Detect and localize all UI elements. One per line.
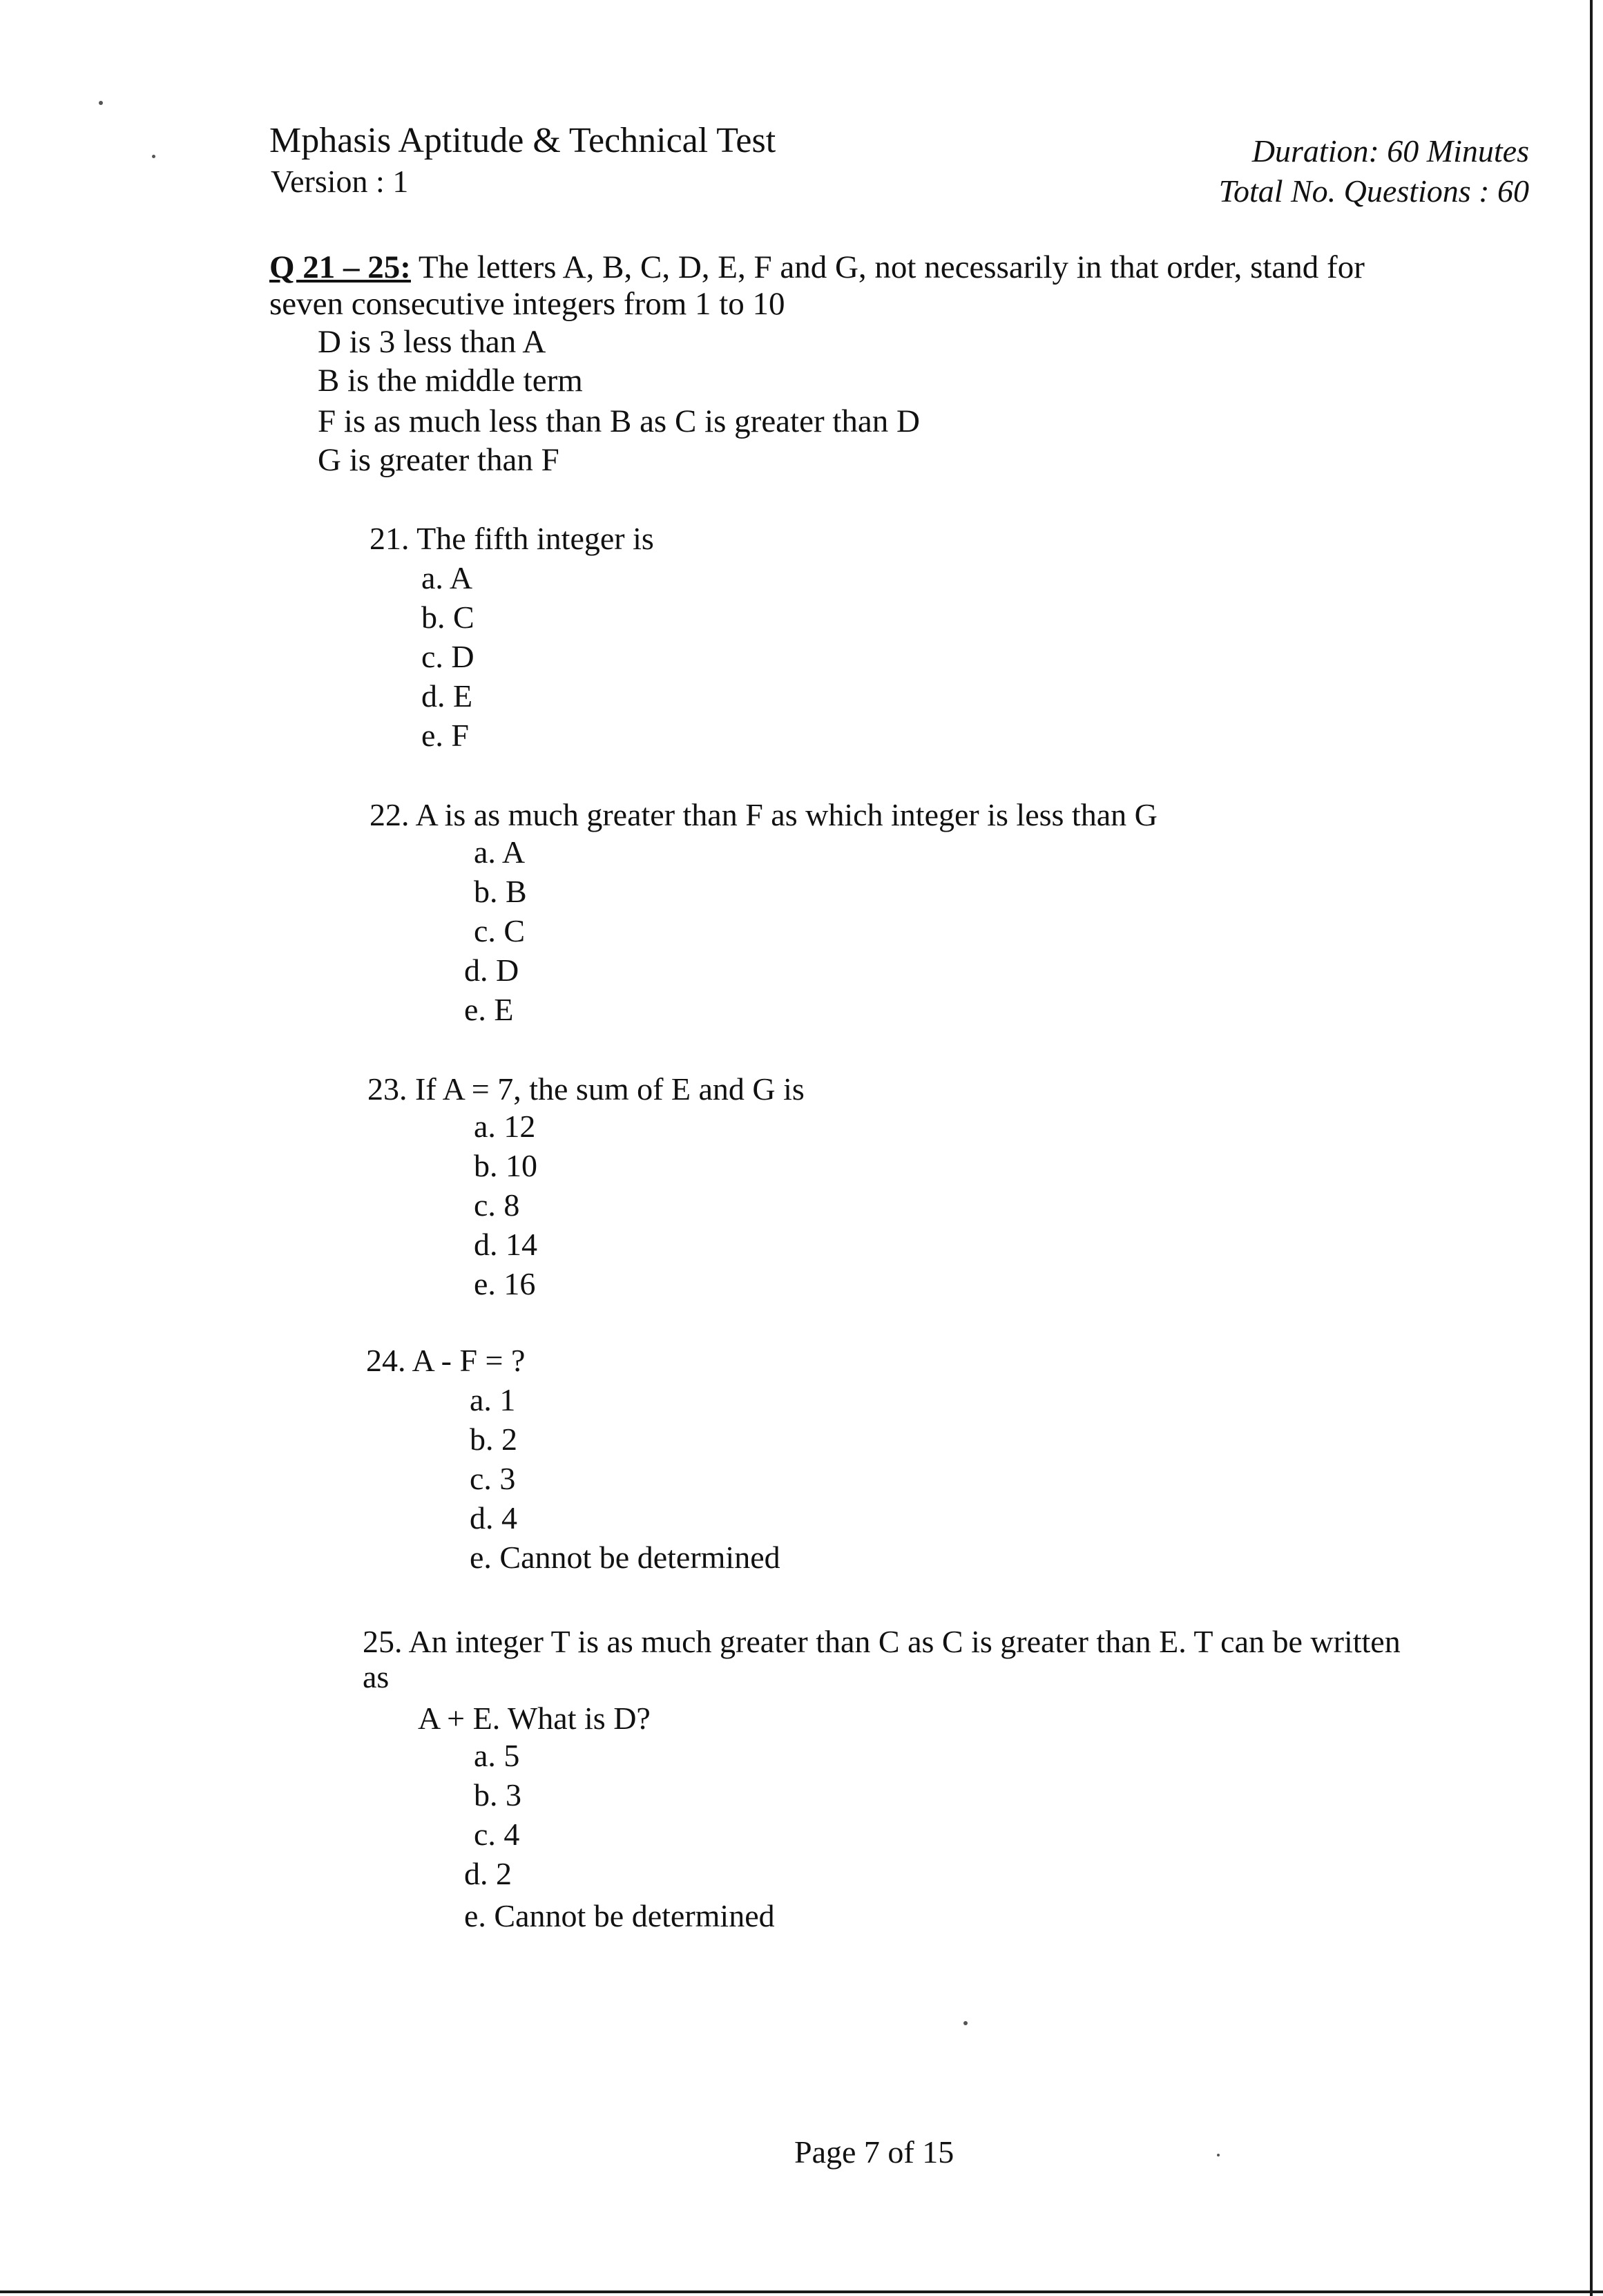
answer-option: a. 5	[474, 1738, 520, 1773]
question-text: The fifth integer is	[416, 521, 654, 556]
question-text: If A = 7, the sum of E and G is	[415, 1071, 805, 1107]
answer-option: b. C	[421, 600, 474, 635]
question-text: A is as much greater than F as which integer is less than G	[415, 797, 1158, 832]
scan-speck	[99, 101, 103, 105]
condition-item: F is as much less than B as C is greater than D	[318, 403, 920, 439]
answer-option: e. E	[464, 992, 514, 1027]
answer-option: d. D	[464, 953, 519, 988]
scan-speck	[963, 2021, 968, 2025]
test-version: Version : 1	[271, 164, 409, 199]
question-text-continued: as	[363, 1659, 390, 1694]
answer-option: d. 4	[470, 1500, 517, 1536]
scan-border-bottom	[0, 2290, 1603, 2293]
answer-option: b. 3	[474, 1777, 521, 1812]
answer-option: a. 12	[474, 1109, 536, 1144]
answer-option: b. 2	[470, 1422, 517, 1457]
answer-option: c. D	[421, 639, 474, 674]
question-number: 23.	[367, 1071, 407, 1107]
condition-item: D is 3 less than A	[318, 324, 546, 360]
condition-item: B is the middle term	[318, 363, 583, 399]
answer-option: b. B	[474, 874, 527, 909]
question-24	[366, 1345, 525, 1377]
question-number: 21.	[369, 521, 410, 556]
test-duration: Duration: 60 Minutes	[1251, 133, 1529, 169]
answer-option: e. Cannot be determined	[470, 1540, 780, 1575]
condition-item: G is greater than F	[318, 442, 559, 478]
question-25	[363, 1626, 1401, 1658]
answer-option: d. 14	[474, 1227, 537, 1262]
scan-speck	[152, 155, 155, 158]
page-number: Page 7 of 15	[794, 2134, 954, 2170]
answer-option: a. A	[421, 560, 473, 595]
answer-option: d. E	[421, 678, 473, 714]
answer-option: e. Cannot be determined	[464, 1898, 775, 1933]
answer-option: c. C	[474, 913, 526, 948]
intro-text-1: The letters A, B, C, D, E, F and G, not necessarily in that order, stand for	[410, 249, 1365, 285]
answer-option: c. 4	[474, 1817, 520, 1852]
intro-line-1	[269, 251, 1365, 284]
question-23	[367, 1073, 805, 1105]
answer-option: b. 10	[474, 1148, 537, 1183]
question-text: An integer T is as much greater than C as C is greater than E. T can be written	[408, 1624, 1401, 1659]
question-21	[369, 523, 654, 555]
answer-option: e. 16	[474, 1266, 536, 1301]
scan-speck	[1217, 2154, 1220, 2156]
answer-option: c. 8	[474, 1187, 520, 1223]
question-number: 22.	[369, 797, 410, 832]
test-title: Mphasis Aptitude & Technical Test	[269, 121, 776, 160]
scan-border-right	[1590, 0, 1593, 2296]
question-number: 25.	[363, 1624, 403, 1659]
intro-label: Q 21 – 25:	[269, 249, 411, 285]
question-22	[369, 799, 1158, 831]
answer-option: e. F	[421, 718, 469, 753]
question-text-continued: A + E. What is D?	[418, 1701, 651, 1736]
total-questions: Total No. Questions : 60	[1218, 173, 1529, 209]
answer-option: c. 3	[470, 1461, 516, 1496]
question-number: 24.	[366, 1343, 406, 1378]
question-text: A - F = ?	[412, 1343, 526, 1378]
answer-option: a. A	[474, 834, 526, 870]
answer-option: d. 2	[464, 1856, 512, 1891]
intro-line-2: seven consecutive integers from 1 to 10	[269, 286, 785, 322]
answer-option: a. 1	[470, 1382, 516, 1417]
